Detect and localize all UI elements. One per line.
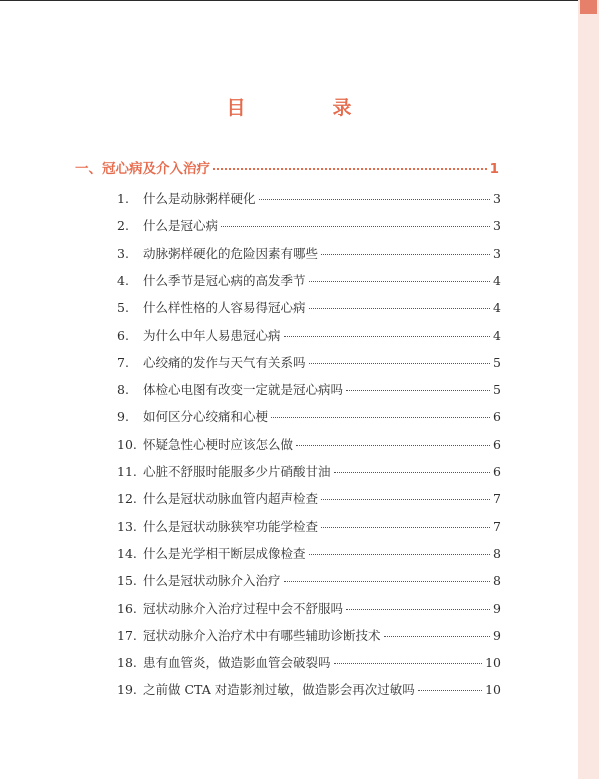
toc-item-label [117, 298, 306, 316]
toc-item[interactable] [117, 353, 501, 371]
toc-item-text: 什么是光学相干断层成像检查 [143, 545, 306, 561]
dot-leader [321, 499, 490, 500]
toc-item-page-number: 5 [493, 382, 501, 398]
toc-item-label [117, 353, 306, 371]
toc-item-label [117, 489, 318, 507]
dot-leader [334, 472, 491, 473]
toc-item-label [117, 599, 343, 617]
toc-item-number: 12. [117, 491, 137, 507]
toc-item-number: 10. [117, 436, 137, 452]
toc-item-label [117, 271, 306, 289]
side-strip [578, 0, 599, 779]
dot-leader [284, 336, 491, 337]
toc-item[interactable] [117, 326, 501, 344]
toc-item-label [117, 244, 318, 262]
toc-item-number: 3. [117, 245, 129, 261]
toc-item-text: 冠状动脉介入治疗术中有哪些辅助诊断技术 [143, 627, 381, 643]
toc-item-number: 4. [117, 272, 129, 288]
toc-item-text: 什么是冠心病 [143, 218, 219, 234]
toc-item-number: 11. [117, 464, 137, 479]
toc-item-page-number: 6 [493, 409, 501, 425]
toc-item-page-number: 8 [493, 573, 501, 589]
dot-leader [309, 554, 491, 555]
toc-item-number: 15. [117, 573, 137, 589]
toc-item-page-number: 3 [493, 191, 501, 206]
toc-item[interactable] [117, 271, 501, 289]
toc-item-label [117, 216, 218, 234]
toc-item[interactable] [117, 571, 501, 589]
toc-item-text: 什么是冠状动脉狭窄功能学检查 [143, 518, 319, 534]
dot-leader [321, 254, 490, 255]
toc-item-page-number: 4 [493, 300, 501, 316]
dot-leader [271, 417, 490, 418]
toc-item-page-number: 10 [485, 655, 501, 671]
dot-leader [334, 663, 483, 664]
toc-item[interactable] [117, 407, 501, 425]
toc-item-number: 9. [117, 409, 129, 425]
toc-item-number: 1. [117, 191, 129, 206]
toc-item[interactable] [117, 435, 501, 453]
toc-item-page-number: 3 [493, 245, 501, 261]
toc-item-page-number: 10 [485, 682, 501, 698]
toc-item[interactable] [117, 517, 501, 535]
toc-item-number: 13. [117, 518, 137, 534]
dot-leader [296, 445, 490, 446]
toc-item-text: 动脉粥样硬化的危险因素有哪些 [143, 245, 319, 261]
toc-item-number: 8. [117, 382, 129, 398]
toc-item-page-number: 4 [493, 327, 501, 343]
dot-leader [309, 308, 491, 309]
toc-item[interactable] [117, 489, 501, 507]
chapter-title: 一、冠心病及介入治疗 [75, 161, 210, 177]
dot-leader [213, 168, 487, 170]
toc-item-page-number: 3 [493, 218, 501, 234]
dot-leader [259, 199, 491, 200]
chapter-page-number: 1 [489, 161, 499, 177]
toc-item-text: 什么是动脉粥样硬化 [143, 191, 256, 206]
toc-item-label [117, 189, 256, 207]
toc-item-text: 患有血管炎，做造影血管会破裂吗 [143, 655, 331, 671]
dot-leader [346, 609, 490, 610]
toc-item-text: 如何区分心绞痛和心梗 [143, 409, 269, 425]
dot-leader [418, 690, 482, 691]
toc-item-page-number: 4 [493, 272, 501, 288]
dot-leader [284, 581, 491, 582]
top-rule [0, 0, 578, 1]
toc-item-page-number: 9 [493, 600, 501, 616]
toc-item-text: 体检心电图有改变一定就是冠心病吗 [143, 382, 344, 398]
toc-item-text: 什么是冠状动脉介入治疗 [143, 573, 281, 589]
toc-item-text: 什么样性格的人容易得冠心病 [143, 300, 306, 316]
dot-leader [321, 527, 490, 528]
dot-leader [309, 363, 491, 364]
dot-leader [346, 390, 490, 391]
toc-item-number: 2. [117, 218, 129, 234]
toc-item-label [117, 571, 281, 589]
toc-item[interactable] [117, 680, 501, 698]
toc-item-page-number: 9 [493, 627, 501, 643]
toc-chapter-1[interactable] [75, 157, 499, 177]
toc-item[interactable] [117, 544, 501, 562]
toc-item-label [117, 517, 318, 535]
toc-item[interactable] [117, 298, 501, 316]
toc-item-number: 7. [117, 354, 129, 370]
page-title: 目 录 [226, 97, 386, 119]
toc-item[interactable] [117, 626, 501, 644]
toc-item-page-number: 7 [493, 491, 501, 507]
toc-item-label [117, 544, 306, 562]
toc-item-text: 怀疑急性心梗时应该怎么做 [143, 436, 294, 452]
toc-item-label [117, 626, 381, 644]
toc-item-number: 17. [117, 627, 137, 643]
toc-item-text: 之前做 CTA 对造影剂过敏，做造影会再次过敏吗 [143, 682, 415, 698]
toc-item-number: 14. [117, 545, 137, 561]
toc-item-page-number: 6 [493, 436, 501, 452]
toc-item-number: 16. [117, 600, 137, 616]
toc-item-page-number: 8 [493, 545, 501, 561]
toc-item[interactable] [117, 380, 501, 398]
toc-item-text: 心脏不舒服时能服多少片硝酸甘油 [143, 464, 331, 479]
dot-leader [221, 226, 490, 227]
toc-item-label [117, 653, 331, 671]
toc-item-page-number: 6 [493, 464, 501, 479]
dot-leader [384, 636, 491, 637]
toc-item-label [117, 326, 281, 344]
toc-item-text: 心绞痛的发作与天气有关系吗 [143, 354, 306, 370]
toc-item-label [117, 380, 343, 398]
toc-item-page-number: 5 [493, 354, 501, 370]
toc-item-text: 什么是冠状动脉血管内超声检查 [143, 491, 319, 507]
toc-item-number: 5. [117, 300, 129, 316]
toc-item-page-number: 7 [493, 518, 501, 534]
toc-item-text: 冠状动脉介入治疗过程中会不舒服吗 [143, 600, 344, 616]
toc-item[interactable] [117, 599, 501, 617]
dot-leader [309, 281, 491, 282]
toc-item-text: 为什么中年人易患冠心病 [143, 327, 281, 343]
side-tab-marker [580, 0, 597, 14]
toc-item[interactable] [117, 216, 501, 234]
toc-item[interactable] [117, 653, 501, 671]
toc-item-label [117, 462, 331, 480]
toc-item-label [117, 407, 268, 425]
toc-item-number: 18. [117, 655, 137, 671]
toc-item-text: 什么季节是冠心病的高发季节 [143, 272, 306, 288]
toc-item-label [117, 680, 415, 698]
toc-item-number: 6. [117, 327, 129, 343]
toc-item-label [117, 435, 293, 453]
toc-item[interactable] [117, 244, 501, 262]
toc-item[interactable] [117, 189, 501, 207]
toc-item[interactable] [117, 462, 501, 480]
toc-item-number: 19. [117, 682, 137, 698]
